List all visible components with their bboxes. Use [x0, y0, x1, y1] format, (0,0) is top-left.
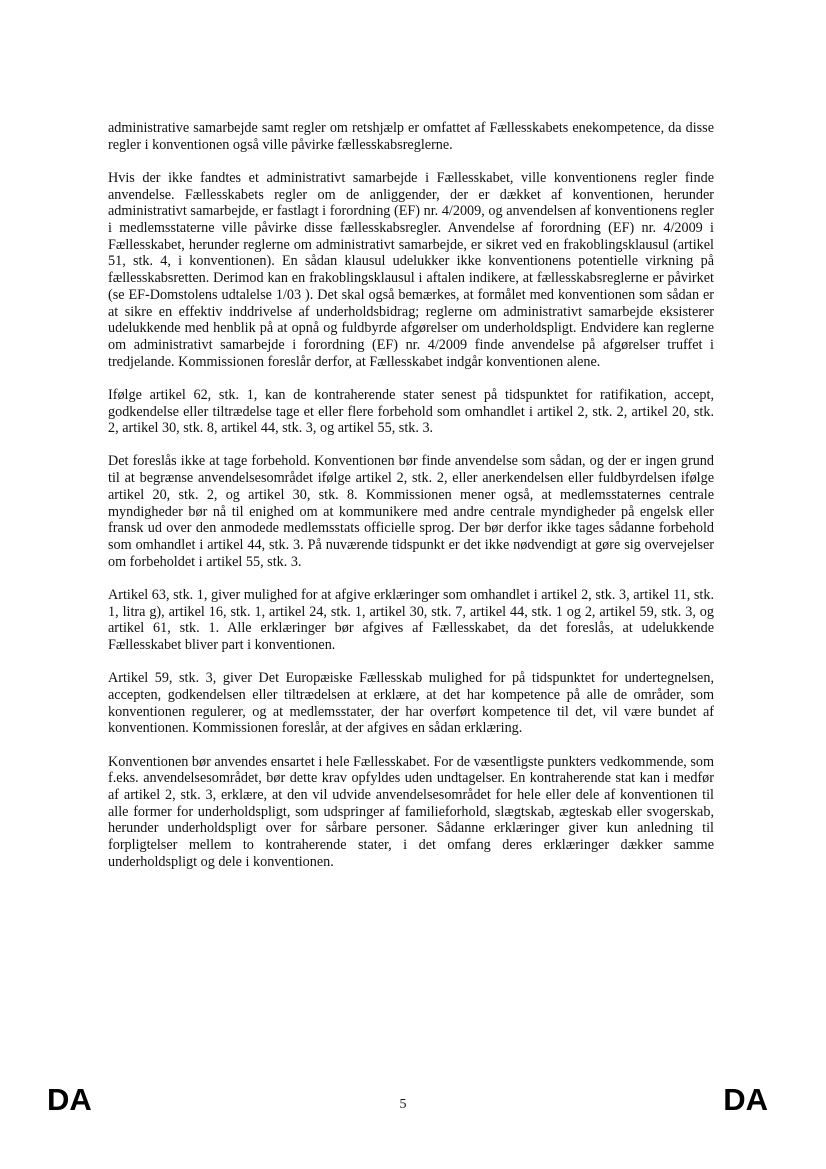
footer-language-code-right: DA [723, 1082, 768, 1117]
paragraph-6: Artikel 59, stk. 3, giver Det Europæiske Fællesskab mulighed for på tidspunktet for undertegnelsen, accepten, godkendelsen eller tiltrædelsen at erklære, at det har kompetence på alle de områder, som konventionen regulerer, og at medlemsstater, der har overført kompetence til det, vil være bundet af konventionen. Kommissionen foreslår, at der afgives en sådan erklæring. [108, 670, 714, 737]
paragraph-4: Det foreslås ikke at tage forbehold. Konventionen bør finde anvendelse som sådan, og der er ingen grund til at begrænse anvendelsesområdet ifølge artikel 2, stk. 2, eller anerkendelsen eller fuldbyrdelsen ifølge artikel 20, stk. 2, og artikel 30, stk. 8. Kommissionen mener også, at medlemsstaternes centrale myndigheder bør nå til enighed om at kommunikere med andre centrale myndigheder på engelsk eller fransk ud over den anmodede medlemsstats officielle sprog. Der bør derfor ikke tages sådanne forbehold som omhandlet i artikel 44, stk. 3. På nuværende tidspunkt er det ikke nødvendigt at gøre sig overvejelser om forbeholdet i artikel 55, stk. 3. [108, 453, 714, 570]
paragraph-7: Konventionen bør anvendes ensartet i hele Fællesskabet. For de væsentligste punkters vedkommende, som f.eks. anvendelsesområdet, bør dette krav opfyldes uden undtagelser. En kontraherende stat kan i medfør af artikel 2, stk. 3, erklære, at den vil udvide anvendelsesområdet for hele eller dele af konventionen til alle former for underholdspligt, som udspringer af familieforhold, slægtskab, ægteskab eller svogerskab, herunder underholdspligt over for sårbare personer. Sådanne erklæringer giver kun anledning til forpligtelser mellem to kontraherende stater, i det omfang deres erklæringer dækker samme underholdspligt og dele i konventionen. [108, 753, 715, 870]
paragraph-1: administrative samarbejde samt regler om retshjælp er omfattet af Fællesskabets enekompetence, da disse regler i konventionen også ville påvirke fællesskabsreglerne. [108, 120, 714, 153]
paragraph-2: Hvis der ikke fandtes et administrativt samarbejde i Fællesskabet, ville konventionens regler finde anvendelse. Fællesskabets regler om de anliggender, der er dækket af konventionen, herunder administrativt samarbejde, er fastlagt i forordning (EF) nr. 4/2009, og anvendelsen af konventionens regler i medlemsstaterne ville påvirke disse fællesskabsregler. Anvendelse af forordning (EF) nr. 4/2009 i Fællesskabet, herunder reglerne om administrativt samarbejde, er sikret ved en frakoblingsklausul (artikel 51, stk. 4, i konventionen). En sådan klausul udelukker ikke konventionens potentielle virkning på fællesskabsretten. Derimod kan en frakoblingsklausul i aftalen indikere, at fællesskabsreglerne er påvirket (se EF-Domstolens udtalelse 1/03 ). Det skal også bemærkes, at formålet med konventionen som sådan er at sikre en effektiv inddrivelse af underholdsbidrag; reglerne om administrativt samarbejde eksisterer udelukkende med henblik på at opnå og fuldbyrde afgørelser om underholdspligt. Endvidere kan reglerne om administrativt samarbejde i forordning (EF) nr. 4/2009 finde anvendelse på afgørelser truffet i tredjelande. Kommissionen foreslår derfor, at Fællesskabet indgår konventionen alene. [108, 169, 714, 370]
paragraph-5: Artikel 63, stk. 1, giver mulighed for at afgive erklæringer som omhandlet i artikel 2, stk. 3, artikel 11, stk. 1, litra g), artikel 16, stk. 1, artikel 24, stk. 1, artikel 30, stk. 7, artikel 44, stk. 1 og 2, artikel 59, stk. 3, og artikel 61, stk. 1. Alle erklæringer bør afgives af Fællesskabet, da det foreslås, at udelukkende Fællesskabet bliver part i konventionen. [108, 586, 714, 653]
footer-language-code-left: DA [47, 1082, 92, 1117]
document-body [108, 120, 714, 887]
paragraph-3: Ifølge artikel 62, stk. 1, kan de kontraherende stater senest på tidspunktet for ratifikation, accept, godkendelse eller tiltrædelse tage et eller flere forbehold som omhandlet i artikel 2, stk. 2, artikel 20, stk. 2, artikel 30, stk. 8, artikel 44, stk. 3, og artikel 55, stk. 3. [108, 386, 714, 437]
page-number: 5 [399, 1097, 407, 1112]
